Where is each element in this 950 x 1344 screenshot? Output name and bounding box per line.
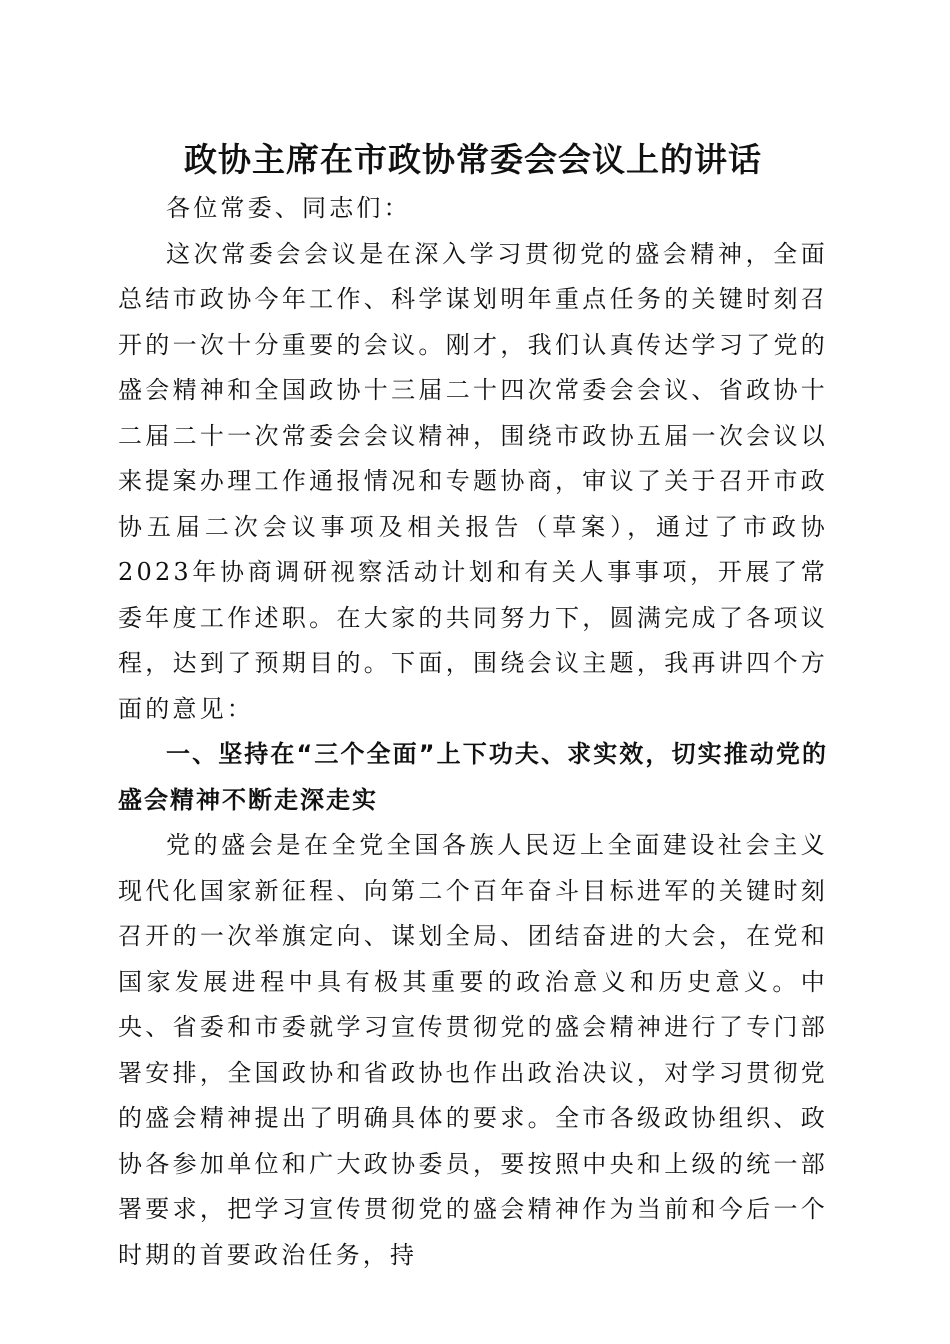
paragraph-section-1: 党的盛会是在全党全国各族人民迈上全面建设社会主义现代化国家新征程、向第二个百年奋斗目标进军的关键时刻召开的一次举旗定向、谋划全局、团结奋进的大会，在党和国家发展进程中具有极其重要的政治意义和历史意义。中央、省委和市委就学习宣传贯彻党的盛会精神进行了专门部署安排，全国政协和省政协也作出政治决议，对学习贯彻党的盛会精神提出了明确具体的要求。全市各级政协组织、政协各参加单位和广大政协委员，要按照中央和上级的统一部署要求，把学习宣传贯彻党的盛会精神作为当前和今后一个时期的首要政治任务，持: [118, 831, 828, 1269]
document-title: 政协主席在市政协常委会会议上的讲话: [184, 140, 762, 179]
section-heading-1: 一、坚持在“三个全面”上下功夫、求实效，切实推动党的盛会精神不断走深走实: [118, 740, 828, 814]
salutation: 各位常委、同志们：: [166, 194, 411, 222]
document-body: [118, 186, 828, 1278]
paragraph-intro: 这次常委会会议是在深入学习贯彻党的盛会精神，全面总结市政协今年工作、科学谋划明年重点任务的关键时刻召开的一次十分重要的会议。刚才，我们认真传达学习了党的盛会精神和全国政协十三届二十四次常委会会议、省政协十二届二十一次常委会会议精神，围绕市政协五届一次会议以来提案办理工作通报情况和专题协商，审议了关于召开市政协五届二次会议事项及相关报告（草案），通过了市政协2023年协商调研视察活动计划和有关人事事项，开展了常委年度工作述职。在大家的共同努力下，圆满完成了各项议程，达到了预期目的。下面，围绕会议主题，我再讲四个方面的意见：: [118, 239, 828, 723]
